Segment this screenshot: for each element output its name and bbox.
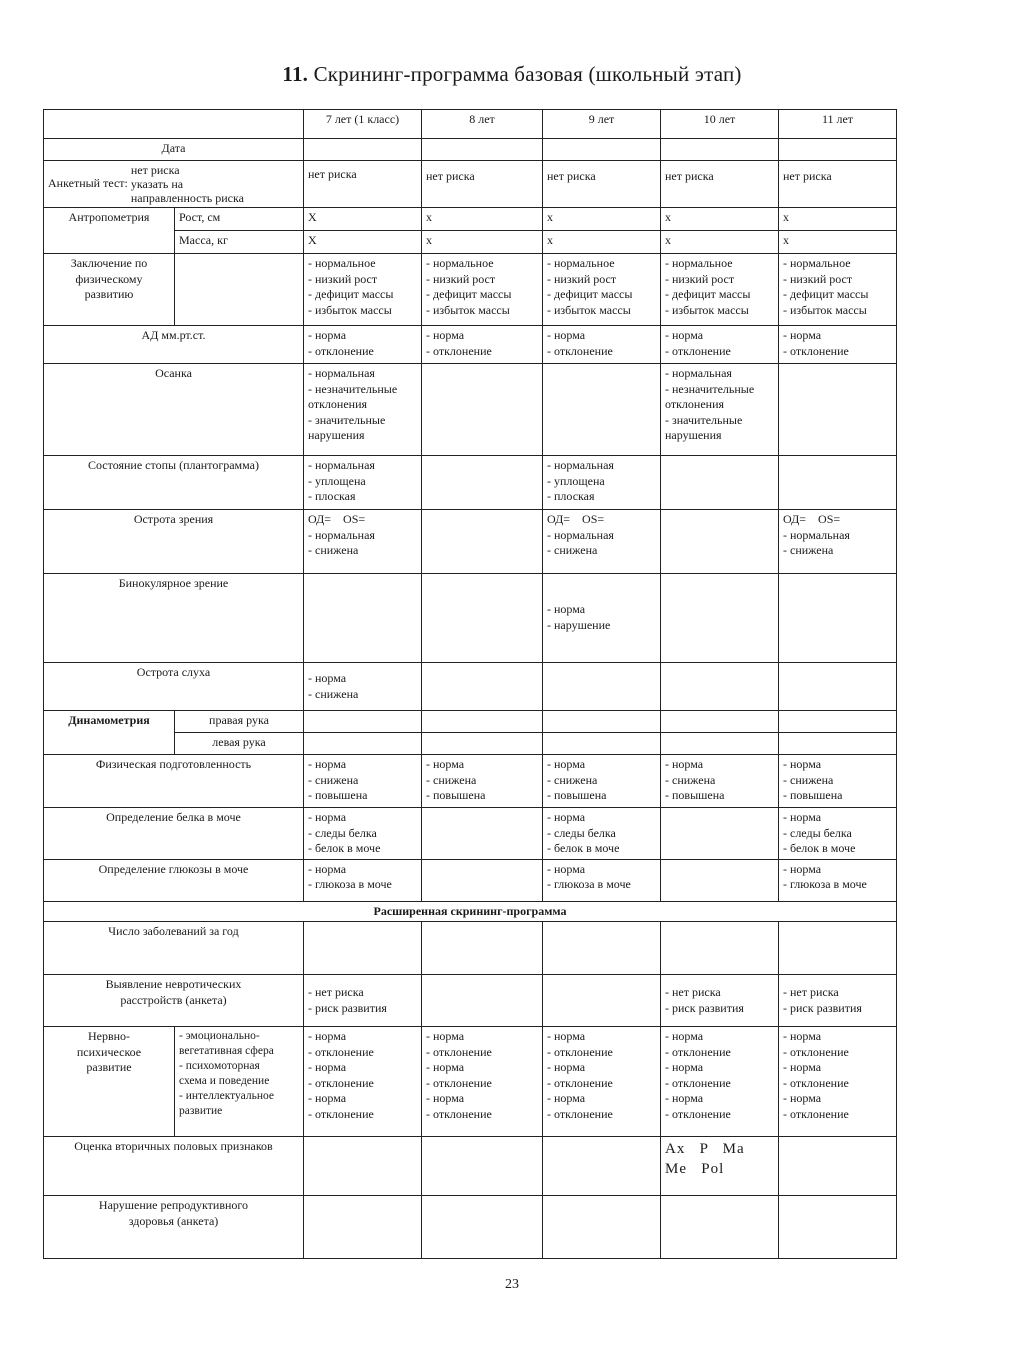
vision-cell: ОД= OS= - нормальная - снижена — [779, 510, 897, 574]
glucose-row — [44, 859, 897, 901]
date-label: Дата — [44, 139, 304, 161]
height-cell: x — [422, 208, 543, 231]
questionnaire-cell: нет риска — [304, 161, 422, 208]
blood-pressure-row — [44, 326, 897, 364]
neuro-cell: - норма - отклонение - норма - отклонение - норма - отклонение — [304, 1027, 422, 1137]
vision-row — [44, 510, 897, 574]
neuro-cell: - норма - отклонение - норма - отклонение - норма - отклонение — [422, 1027, 543, 1137]
protein-row — [44, 808, 897, 860]
secondary-sex-cell: Ax P Ma Me Pol — [661, 1137, 779, 1196]
neuro-cell: - норма - отклонение - норма - отклонение - норма - отклонение — [543, 1027, 661, 1137]
protein-cell: - норма - следы белка - белок в моче — [304, 808, 422, 860]
physical-development-cell: - нормальное - низкий рост - дефицит массы - избыток массы — [543, 254, 661, 326]
posture-cell: - нормальная - незначительные отклонения - значительные нарушения — [661, 364, 779, 456]
posture-label: Осанка — [44, 364, 304, 456]
binocular-cell: - норма - нарушение — [543, 574, 661, 663]
anthropometry-label: Антропометрия — [44, 208, 175, 254]
col-10: 10 лет — [661, 110, 779, 139]
blood-pressure-cell: - норма - отклонение — [779, 326, 897, 364]
neuro-subs: - эмоционально- вегетативная сфера - психомоторная схема и поведение - интеллектуальное развитие — [175, 1027, 304, 1137]
left-hand-label: левая рука — [175, 733, 304, 755]
vision-cell: ОД= OS= - нормальная - снижена — [304, 510, 422, 574]
col-7: 7 лет (1 класс) — [304, 110, 422, 139]
foot-cell: - нормальная - уплощена - плоская — [543, 456, 661, 510]
neuro-row — [44, 1027, 897, 1137]
foot-row — [44, 456, 897, 510]
col-8: 8 лет — [422, 110, 543, 139]
binocular-label: Бинокулярное зрение — [44, 574, 304, 663]
questionnaire-cell: нет риска — [422, 161, 543, 208]
glucose-cell: - норма - глюкоза в моче — [779, 859, 897, 901]
physical-development-cell: - нормальное - низкий рост - дефицит массы - избыток массы — [661, 254, 779, 326]
extended-header: Расширенная скрининг-программа — [44, 901, 897, 922]
height-cell: x — [661, 208, 779, 231]
right-hand-label: правая рука — [175, 711, 304, 733]
blood-pressure-cell: - норма - отклонение — [304, 326, 422, 364]
blood-pressure-cell: - норма - отклонение — [543, 326, 661, 364]
vision-label: Острота зрения — [44, 510, 304, 574]
neurotic-cell: - нет риска - риск развития — [779, 975, 897, 1027]
col-11: 11 лет — [779, 110, 897, 139]
dynamometry-right-row — [44, 711, 897, 733]
blood-pressure-cell: - норма - отклонение — [661, 326, 779, 364]
page-number: 23 — [505, 1277, 519, 1292]
questionnaire-cell: нет риска — [543, 161, 661, 208]
neurotic-cell: - нет риска - риск развития — [304, 975, 422, 1027]
mass-cell: x — [779, 231, 897, 254]
foot-cell: - нормальная - уплощена - плоская — [304, 456, 422, 510]
mass-cell: X — [304, 231, 422, 254]
secondary-sex-label: Оценка вторичных половых признаков — [44, 1137, 304, 1196]
protein-cell: - норма - следы белка - белок в моче — [779, 808, 897, 860]
blood-pressure-label: АД мм.рт.ст. — [44, 326, 304, 364]
questionnaire-label: Анкетный тест: нет риска указать на направленность риска — [44, 161, 304, 208]
physical-development-cell: - нормальное - низкий рост - дефицит массы - избыток массы — [304, 254, 422, 326]
date-row — [44, 139, 897, 161]
page-title: 11. Скрининг-программа базовая (школьный этап) — [282, 62, 742, 86]
neuro-cell: - норма - отклонение - норма - отклонение - норма - отклонение — [661, 1027, 779, 1137]
mass-cell: x — [543, 231, 661, 254]
dynamometry-label: Динамометрия — [44, 711, 175, 755]
vision-cell: ОД= OS= - нормальная - снижена — [543, 510, 661, 574]
foot-label: Состояние стопы (плантограмма) — [44, 456, 304, 510]
hearing-row — [44, 663, 897, 711]
binocular-row — [44, 574, 897, 663]
reproductive-row — [44, 1196, 897, 1259]
fitness-row — [44, 755, 897, 808]
protein-label: Определение белка в моче — [44, 808, 304, 860]
hearing-cell: - норма - снижена — [304, 663, 422, 711]
physical-development-row — [44, 254, 897, 326]
fitness-cell: - норма - снижена - повышена — [422, 755, 543, 808]
questionnaire-row — [44, 161, 897, 208]
protein-cell: - норма - следы белка - белок в моче — [543, 808, 661, 860]
glucose-label: Определение глюкозы в моче — [44, 859, 304, 901]
neuro-label: Нервно- психическое развитие — [44, 1027, 175, 1137]
mass-cell: x — [422, 231, 543, 254]
height-row — [44, 208, 897, 231]
mass-cell: x — [661, 231, 779, 254]
neurotic-cell: - нет риска - риск развития — [661, 975, 779, 1027]
blood-pressure-cell: - норма - отклонение — [422, 326, 543, 364]
reproductive-label: Нарушение репродуктивного здоровья (анкета) — [44, 1196, 304, 1259]
screening-table — [43, 109, 897, 1259]
col-9: 9 лет — [543, 110, 661, 139]
physical-development-label: Заключение по физическому развитию — [44, 254, 175, 326]
neurotic-row — [44, 975, 897, 1027]
fitness-cell: - норма - снижена - повышена — [661, 755, 779, 808]
posture-cell: - нормальная - незначительные отклонения - значительные нарушения — [304, 364, 422, 456]
mass-label: Масса, кг — [175, 231, 304, 254]
fitness-cell: - норма - снижена - повышена — [779, 755, 897, 808]
height-cell: x — [779, 208, 897, 231]
fitness-cell: - норма - снижена - повышена — [543, 755, 661, 808]
height-cell: x — [543, 208, 661, 231]
physical-development-cell: - нормальное - низкий рост - дефицит массы - избыток массы — [779, 254, 897, 326]
height-cell: X — [304, 208, 422, 231]
fitness-label: Физическая подготовленность — [44, 755, 304, 808]
posture-row — [44, 364, 897, 456]
glucose-cell: - норма - глюкоза в моче — [543, 859, 661, 901]
neuro-cell: - норма - отклонение - норма - отклонение - норма - отклонение — [779, 1027, 897, 1137]
extended-header-row — [44, 901, 897, 922]
hearing-label: Острота слуха — [44, 663, 304, 711]
neurotic-label: Выявление невротических расстройств (анкета) — [44, 975, 304, 1027]
height-label: Рост, см — [175, 208, 304, 231]
header-row — [44, 110, 897, 139]
questionnaire-cell: нет риска — [779, 161, 897, 208]
questionnaire-cell: нет риска — [661, 161, 779, 208]
illness-count-row — [44, 922, 897, 975]
fitness-cell: - норма - снижена - повышена — [304, 755, 422, 808]
glucose-cell: - норма - глюкоза в моче — [304, 859, 422, 901]
physical-development-cell: - нормальное - низкий рост - дефицит массы - избыток массы — [422, 254, 543, 326]
secondary-sex-row — [44, 1137, 897, 1196]
illness-count-label: Число заболеваний за год — [44, 922, 304, 975]
